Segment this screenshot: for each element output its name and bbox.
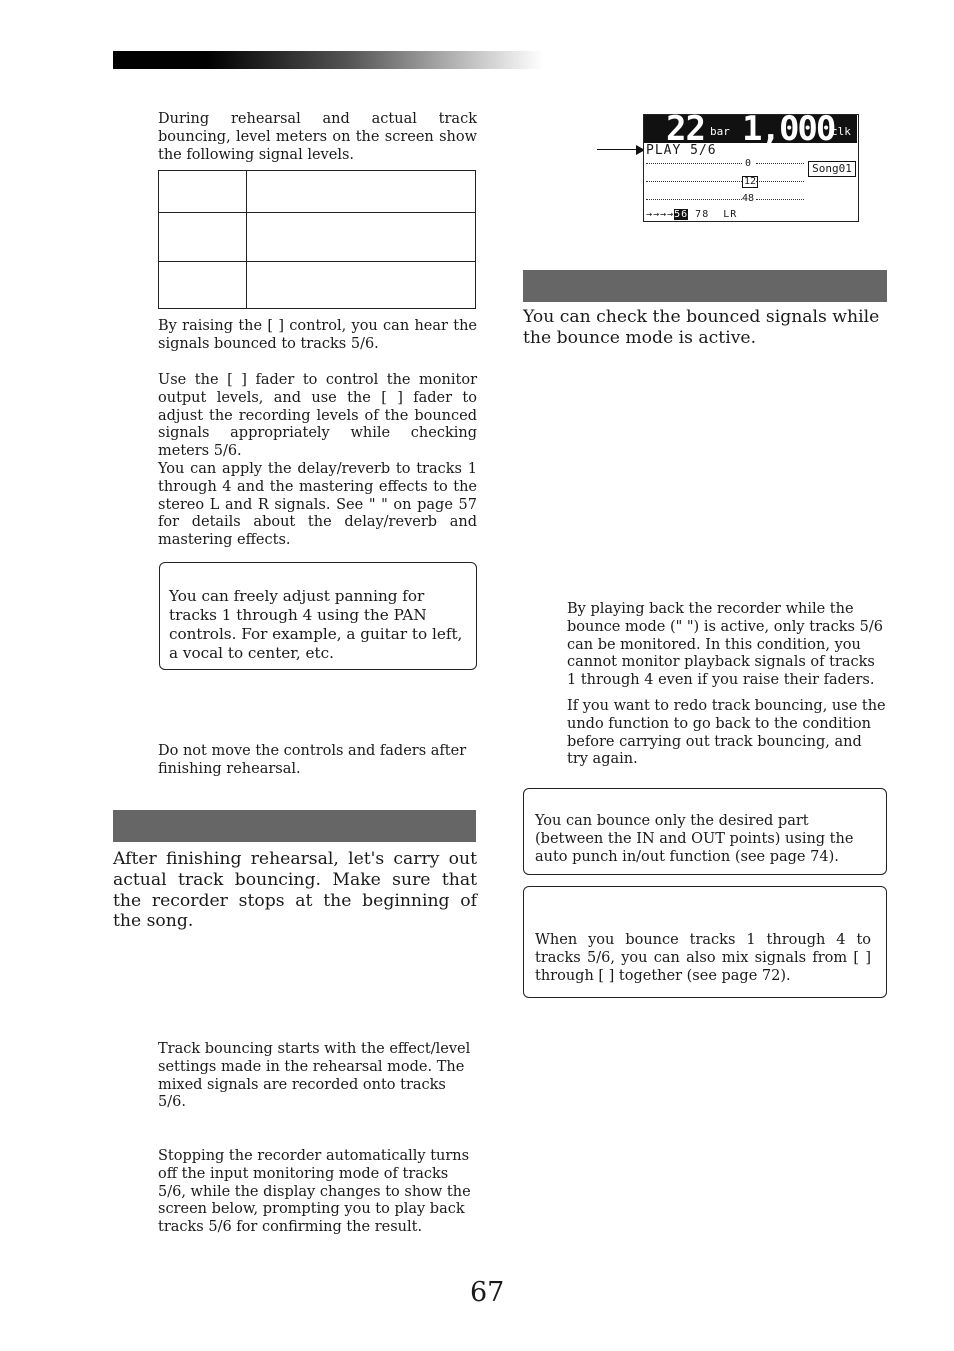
meter-description [247,213,476,262]
meter-label [159,171,247,213]
meter-table-row [159,213,476,262]
lcd-track-highlight: 56 [674,209,689,220]
meters-intro: During rehearsal and actual track bouncing, level meters on the screen show the following signal levels. [158,111,477,163]
note-no-move: Do not move the controls and faders after finishing rehearsal. [158,743,467,777]
note-box-punch [523,788,887,875]
meter-table-row [159,171,476,213]
lcd-bar-value: 22 [666,109,705,149]
note-punch-text: You can bounce only the desired part (between the IN and OUT points) using the auto punch in/out function (see page 74). [535,813,854,865]
lcd-meter-dots [646,181,742,182]
para-effects: You can apply the delay/reverb to tracks 1 through 4 and the mastering effects to the stereo L and R signals. See " " on page 57 for details about the delay/reverb and mastering effects. [158,461,477,549]
pointer-arrow-line [597,149,637,150]
page-number: 67 [470,1277,505,1308]
meter-description [247,171,476,213]
section-header-bar [523,270,887,302]
meter-table [158,170,476,309]
step-stopping: Stopping the recorder automatically turns off the input monitoring mode of tracks 5/6, while the display changes to show the screen below, prompting you to play back tracks 5/6 for confirming the result. [158,1148,471,1236]
note-box-mix [523,886,887,998]
lcd-clock-value: 1,000 [742,109,835,149]
meter-label [159,262,247,309]
section-intro: After finishing rehearsal, let's carry out actual track bouncing. Make sure that the recorder stops at the beginning of the song. [113,849,477,932]
lcd-song-name: Song01 [808,161,856,177]
lcd-meter-dots [646,163,742,164]
meter-label [159,213,247,262]
lcd-meter-dots [756,199,804,200]
lcd-track-arrows: →→→→ [646,209,675,220]
note-box-panning [159,562,477,670]
lcd-mode-text: PLAY 5/6 [646,143,717,158]
lcd-meter-mark: 12 [744,176,757,187]
lcd-track-rest: 78 LR [695,209,738,220]
step-bouncing: Track bouncing starts with the effect/level settings made in the rehearsal mode. The mixed signals are recorded onto tracks 5/6. [158,1041,471,1111]
lcd-meter-dots [646,199,742,200]
section-intro: You can check the bounced signals while the bounce mode is active. [523,307,880,348]
para-redo: If you want to redo track bouncing, use the undo function to go back to the condition before carrying out track bouncing, and try again. [567,698,886,768]
lcd-track-row [646,209,737,220]
section-header-bar [113,810,476,842]
lcd-display [643,109,859,222]
lcd-bar-unit: bar [710,125,730,138]
lcd-meter-dots [756,181,804,182]
note-panning-text: You can freely adjust panning for tracks 1 through 4 using the PAN controls. For example, a guitar to left, a vocal to center, etc. [169,587,463,662]
header-gradient-bar [113,51,543,69]
meter-description [247,262,476,309]
lcd-clock-unit: clk [831,125,851,138]
lcd-meter-mark: 48 [742,193,755,204]
lcd-counter-area [644,109,857,149]
para-raise-control: By raising the [ ] control, you can hear the signals bounced to tracks 5/6. [158,318,477,352]
lcd-meter-dots [756,163,804,164]
note-mix-text: When you bounce tracks 1 through 4 to tracks 5/6, you can also mix signals from [ ] through [ ] together (see page 72). [535,932,871,984]
para-fader-levels: Use the [ ] fader to control the monitor output levels, and use the [ ] fader to adjust the recording levels of the bounced signals appropriately while checking meters 5/6. [158,372,477,460]
para-playback: By playing back the recorder while the bounce mode (" ") is active, only tracks 5/6 can be monitored. In this condition, you cannot monitor playback signals of tracks 1 through 4 even if you raise their faders. [567,601,883,689]
lcd-meter-mark: 0 [745,158,752,169]
meter-table-row [159,262,476,309]
